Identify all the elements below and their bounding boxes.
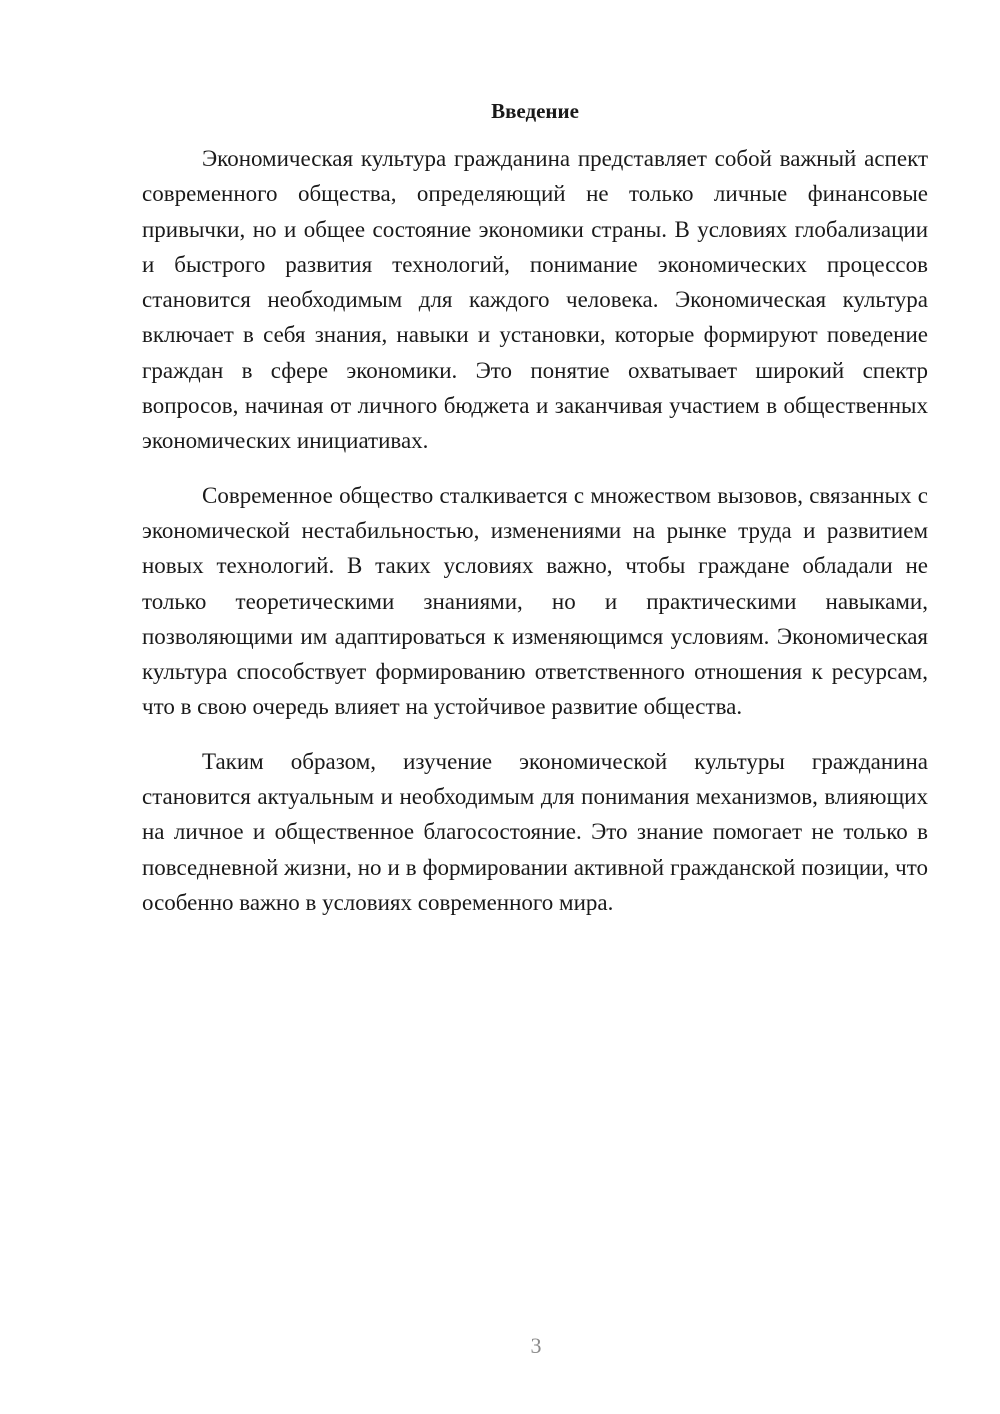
paragraph-1: Экономическая культура гражданина представляет собой важный аспект современного общества, определяющий не только личные финансовые привычки, но и общее состояние экономики страны. В условиях глобализации и быстрого развития технологий, понимание экономических процессов становится необходимым для каждого человека. Экономическая культура включает в себя знания, навыки и установки, которые формируют поведение граждан в сфере экономики. Это понятие охватывает широкий спектр вопросов, начиная от личного бюджета и заканчивая участием в общественных экономических инициативах. [142,146,928,454]
paragraph-2: Современное общество сталкивается с множеством вызовов, связанных с экономической нестабильностью, изменениями на рынке труда и развитием новых технологий. В таких условиях важно, чтобы граждане обладали не только теоретическими знаниями, но и практическими навыками, позволяющими им адаптироваться к изменяющимся условиям. Экономическая культура способствует формированию ответственного отношения к ресурсам, что в свою очередь влияет на устойчивое развитие общества. [142,482,928,720]
paragraph-3: Таким образом, изучение экономической культуры гражданина становится актуальным и необходимым для понимания механизмов, влияющих на личное и общественное благосостояние. Это знание помогает не только в повседневной жизни, но и в формировании активной гражданской позиции, что особенно важно в условиях современного мира. [142,748,928,915]
page-number: 3 [530,1333,542,1358]
page-title: Введение [491,99,579,123]
document-body [142,141,928,939]
